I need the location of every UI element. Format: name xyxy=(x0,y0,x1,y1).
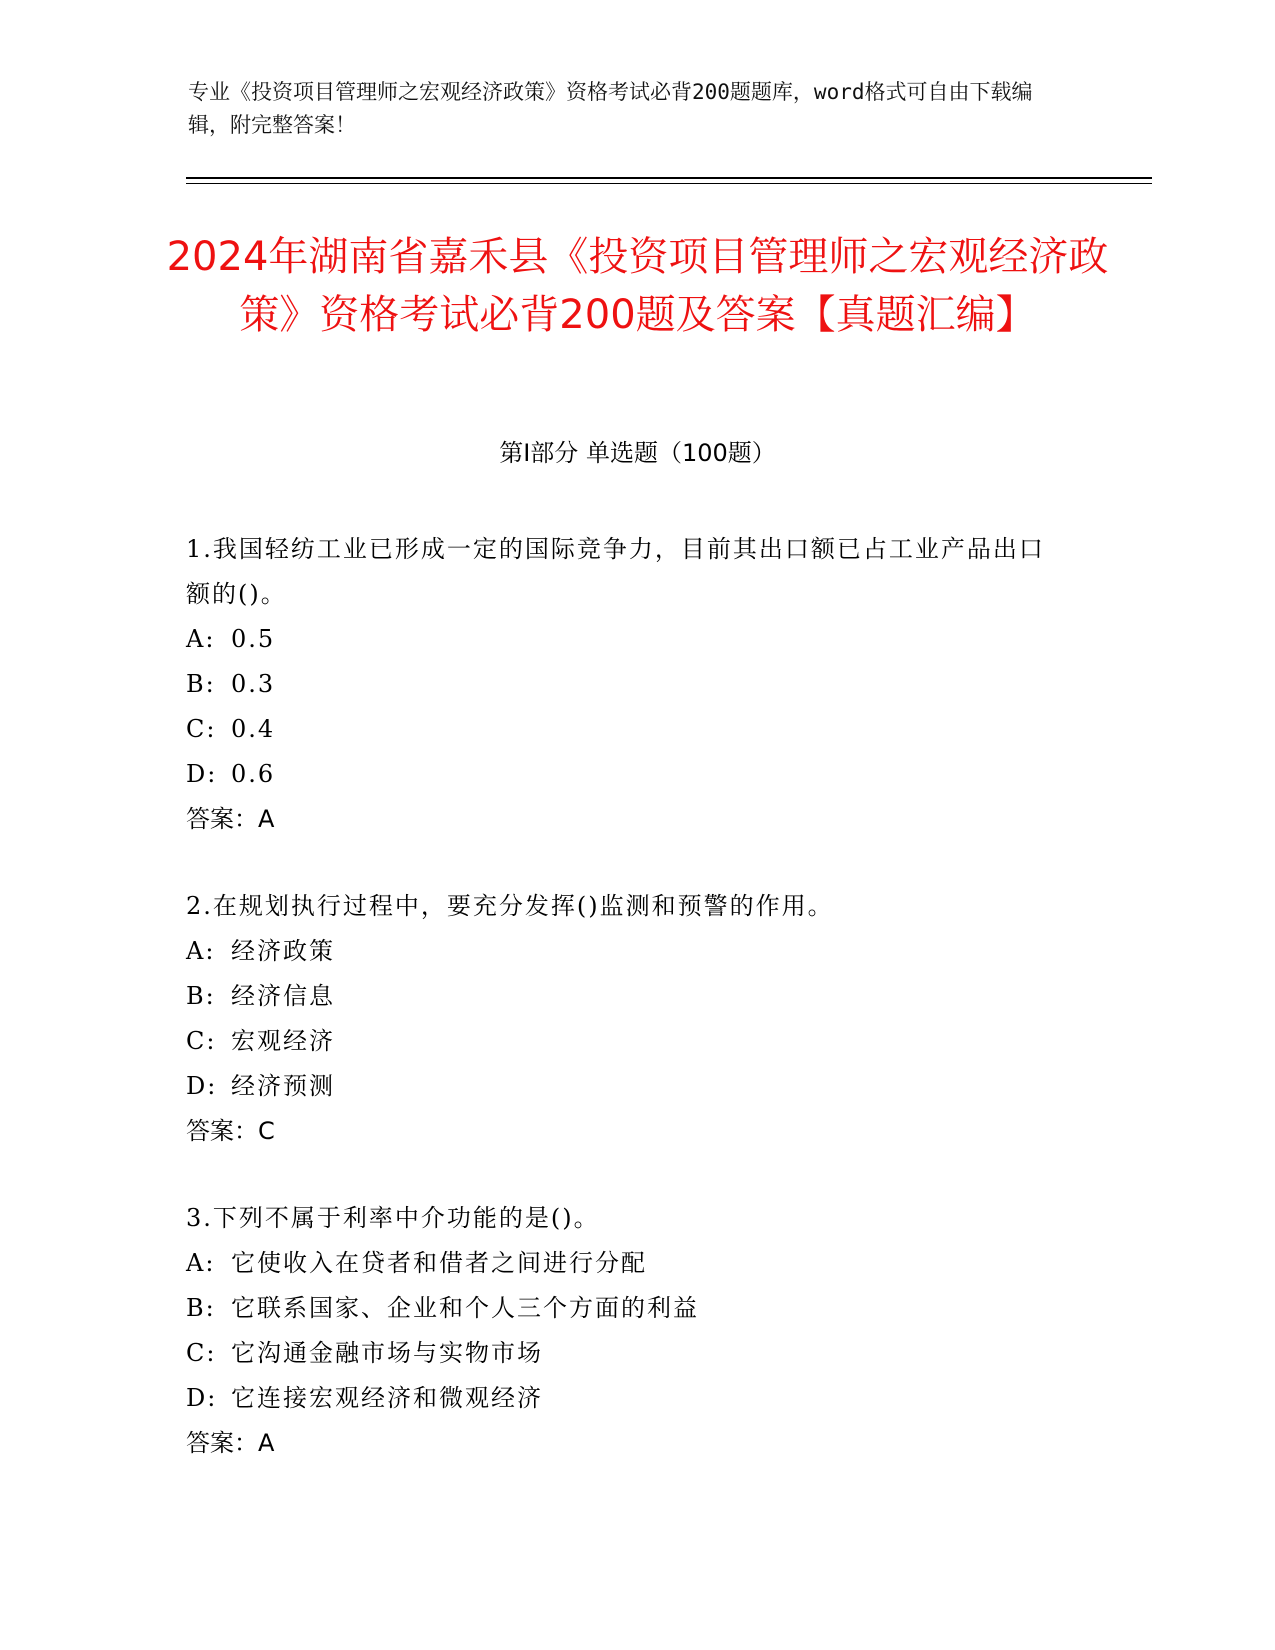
option-letter: C: xyxy=(186,1027,217,1055)
option-letter: D: xyxy=(186,1384,218,1412)
option-d xyxy=(186,752,1066,797)
document-title: 2024年湖南省嘉禾县《投资项目管理师之宏观经济政策》资格考试必背200题及答案【真题汇编】 xyxy=(166,234,1109,338)
option-text: 它使收入在贷者和借者之间进行分配 xyxy=(231,1249,647,1277)
question-text: 1.我国轻纺工业已形成一定的国际竞争力，目前其出口额已占工业产品出口额的()。 xyxy=(186,535,1045,608)
answer-line: 答案：C xyxy=(186,1117,275,1145)
answer-line: 答案：A xyxy=(186,805,275,833)
option-letter: D: xyxy=(186,1072,218,1100)
option-c xyxy=(186,707,1066,752)
header-divider-thin xyxy=(186,183,1152,184)
option-text: 经济信息 xyxy=(231,982,335,1010)
answer-line: 答案：A xyxy=(186,1429,275,1457)
option-text: 0.5 xyxy=(231,625,276,653)
option-text: 经济政策 xyxy=(231,937,335,965)
option-text: 0.6 xyxy=(231,760,276,788)
option-a xyxy=(186,617,1066,662)
option-b xyxy=(186,974,1066,1019)
option-letter: A: xyxy=(186,1249,216,1277)
option-letter: A: xyxy=(186,625,216,653)
option-text: 它沟通金融市场与实物市场 xyxy=(231,1339,543,1367)
option-text: 宏观经济 xyxy=(231,1027,335,1055)
question-2 xyxy=(186,884,1066,1154)
option-text: 它联系国家、企业和个人三个方面的利益 xyxy=(231,1294,699,1322)
option-letter: B: xyxy=(186,1294,216,1322)
option-c xyxy=(186,1331,1066,1376)
option-b xyxy=(186,662,1066,707)
option-text: 经济预测 xyxy=(231,1072,335,1100)
option-d xyxy=(186,1064,1066,1109)
option-letter: B: xyxy=(186,982,216,1010)
option-letter: B: xyxy=(186,670,216,698)
question-3 xyxy=(186,1196,1066,1466)
question-1 xyxy=(186,527,1066,842)
option-text: 它连接宏观经济和微观经济 xyxy=(231,1384,543,1412)
option-b xyxy=(186,1286,1066,1331)
question-list xyxy=(186,527,1066,1508)
header-divider-thick xyxy=(186,177,1152,179)
option-letter: D: xyxy=(186,760,218,788)
question-text: 2.在规划执行过程中，要充分发挥()监测和预警的作用。 xyxy=(186,892,834,920)
option-text: 0.4 xyxy=(231,715,276,743)
option-c xyxy=(186,1019,1066,1064)
option-text: 0.3 xyxy=(231,670,276,698)
option-a xyxy=(186,929,1066,974)
question-text: 3.下列不属于利率中介功能的是()。 xyxy=(186,1204,600,1232)
option-letter: C: xyxy=(186,1339,217,1367)
option-d xyxy=(186,1376,1066,1421)
header-note: 专业《投资项目管理师之宏观经济政策》资格考试必背200题题库，word格式可自由下载编辑，附完整答案！ xyxy=(188,80,1033,137)
option-letter: A: xyxy=(186,937,216,965)
option-letter: C: xyxy=(186,715,217,743)
option-a xyxy=(186,1241,1066,1286)
section-heading: 第I部分 单选题（100题） xyxy=(499,439,776,467)
